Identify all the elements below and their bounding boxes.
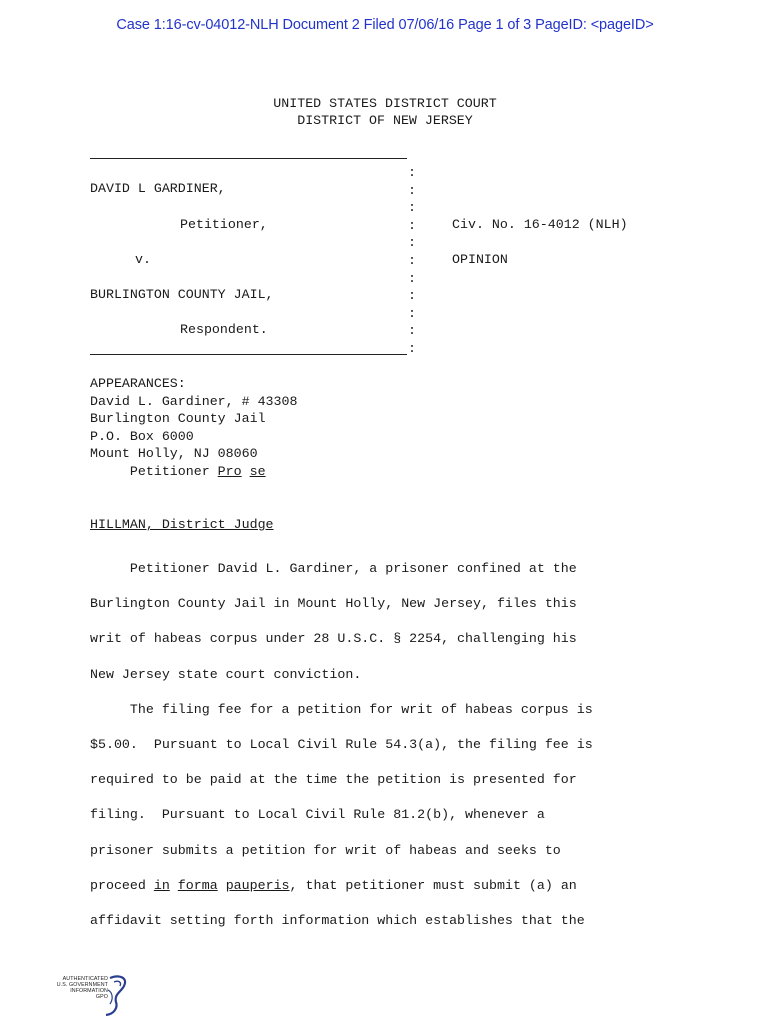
body-line: affidavit setting forth information which establishes that the: [90, 913, 585, 929]
court-district: DISTRICT OF NEW JERSEY: [297, 113, 473, 128]
case-caption: [90, 150, 690, 360]
appearances-heading: APPEARANCES:: [90, 376, 186, 391]
body-line: writ of habeas corpus under 28 U.S.C. § 2254, challenging his: [90, 631, 577, 647]
versus-label: v.: [135, 252, 151, 267]
caption-bottom-rule: [90, 354, 407, 355]
petitioner-role: Petitioner,: [180, 217, 268, 232]
caption-colon-column: : : : : : : : : : : :: [408, 165, 416, 356]
body-line: required to be paid at the time the petition is presented for: [90, 772, 577, 788]
appearance-line: Burlington County Jail: [90, 411, 266, 426]
page-header-stamp: Case 1:16-cv-04012-NLH Document 2 Filed 07/06/16 Page 1 of 3 PageID: <pageID>: [116, 17, 654, 33]
gpo-authentication-badge: [44, 972, 134, 1016]
petitioner-name: DAVID L GARDINER,: [90, 181, 226, 196]
line-prefix: proceed: [90, 877, 154, 893]
caption-top-rule: [90, 158, 407, 159]
body-line: Petitioner David L. Gardiner, a prisoner confined at the: [90, 561, 577, 576]
document-type: OPINION: [452, 252, 508, 267]
eagle-logo-icon: [44, 972, 134, 1016]
appearance-line: Mount Holly, NJ 08060: [90, 446, 258, 461]
body-line: prisoner submits a petition for writ of habeas and seeks to: [90, 842, 561, 858]
opinion-body: [90, 551, 690, 938]
pro-word: Pro: [217, 463, 242, 479]
role-prefix: Petitioner: [90, 463, 218, 479]
court-name: UNITED STATES DISTRICT COURT: [273, 96, 497, 111]
se-word: se: [249, 463, 266, 479]
appearance-line: David L. Gardiner, # 43308: [90, 393, 298, 409]
judge-heading: HILLMAN, District Judge: [90, 517, 274, 532]
body-line: $5.00. Pursuant to Local Civil Rule 54.3(a), the filing fee is: [90, 737, 593, 753]
body-line: [90, 868, 690, 903]
civil-number: Civ. No. 16-4012 (NLH): [452, 217, 628, 232]
body-line: The filing fee for a petition for writ of habeas corpus is: [90, 701, 593, 717]
appearances-block: [90, 375, 297, 480]
line-suffix: , that petitioner must submit (a) an: [289, 877, 577, 893]
gpo-line: GPO: [95, 994, 108, 1000]
gpo-line: AUTHENTICATED: [62, 976, 108, 982]
gpo-line: INFORMATION: [70, 988, 108, 994]
pauperis-word: pauperis: [225, 877, 290, 893]
body-line: filing. Pursuant to Local Civil Rule 81.2(b), whenever a: [90, 807, 545, 823]
body-line: New Jersey state court conviction.: [90, 666, 362, 682]
forma-word: forma: [177, 877, 218, 893]
gpo-line: U.S. GOVERNMENT: [56, 982, 108, 988]
appearance-role: [90, 463, 297, 481]
court-title: [0, 95, 770, 129]
respondent-role: Respondent.: [180, 322, 268, 337]
respondent-name: BURLINGTON COUNTY JAIL,: [90, 287, 274, 302]
appearance-line: P.O. Box 6000: [90, 428, 194, 444]
body-line: Burlington County Jail in Mount Holly, New Jersey, files this: [90, 596, 577, 612]
in-word: in: [153, 877, 170, 893]
